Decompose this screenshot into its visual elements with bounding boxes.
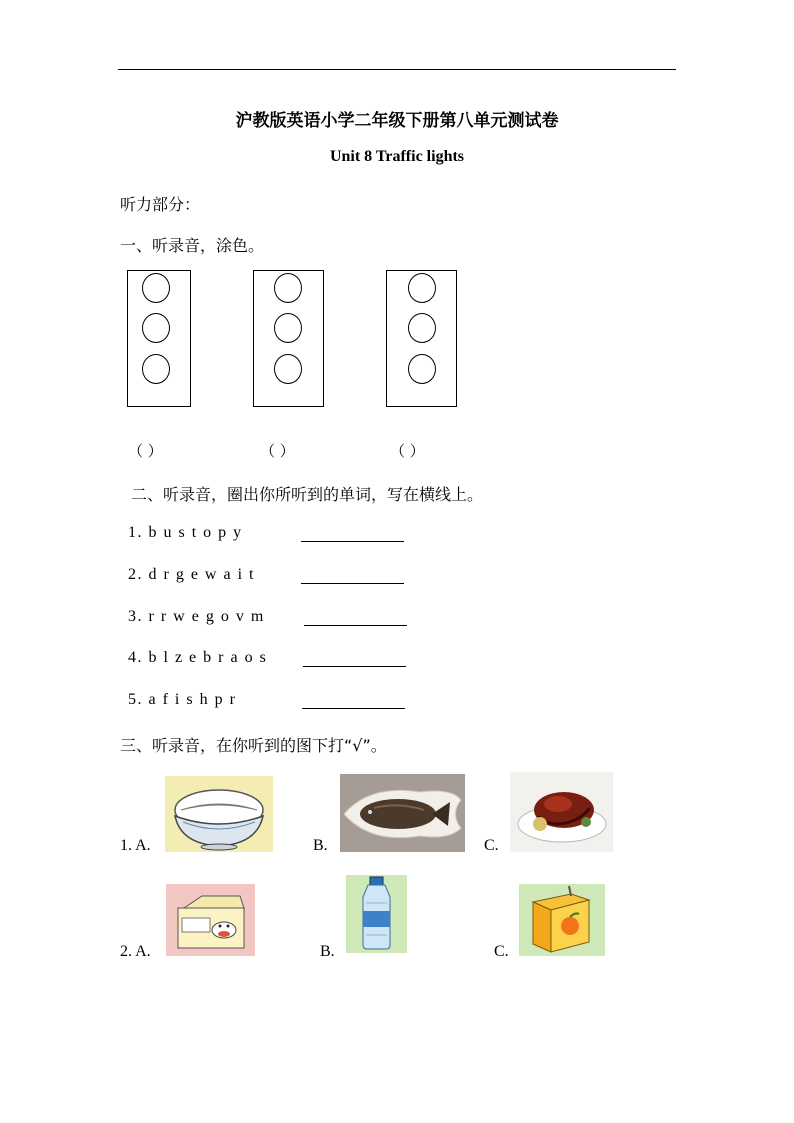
lamp-top[interactable] xyxy=(142,273,170,303)
answer-blank-3[interactable] xyxy=(304,625,407,626)
juice-box-image[interactable] xyxy=(519,884,605,956)
answer-paren-3[interactable]: （ ） xyxy=(390,442,425,460)
section-listening-label: 听力部分： xyxy=(120,195,201,214)
answer-blank-5[interactable] xyxy=(302,708,405,709)
word-item-4: 4. b l z e b r a o s xyxy=(128,649,268,666)
option-2a-label: 2. A. xyxy=(120,943,151,960)
water-bottle-image[interactable] xyxy=(346,875,407,953)
lamp-middle[interactable] xyxy=(408,313,436,343)
lamp-top[interactable] xyxy=(274,273,302,303)
fish-dish-image[interactable] xyxy=(340,774,465,852)
option-1a-label: 1. A. xyxy=(120,837,151,854)
option-2c-label: C. xyxy=(494,943,509,960)
option-1b-label: B. xyxy=(313,837,328,854)
option-1c-label: C. xyxy=(484,837,499,854)
answer-blank-4[interactable] xyxy=(303,666,406,667)
page-title: 沪教版英语小学二年级下册第八单元测试卷 xyxy=(235,111,559,131)
traffic-light-3[interactable] xyxy=(386,270,457,407)
word-item-1: 1. b u s t o p y xyxy=(128,524,243,541)
milk-carton-image[interactable] xyxy=(166,884,255,956)
traffic-light-1[interactable] xyxy=(127,270,191,407)
lamp-bottom[interactable] xyxy=(274,354,302,384)
rice-bowl-image[interactable] xyxy=(165,776,273,852)
lamp-bottom[interactable] xyxy=(142,354,170,384)
option-2b-label: B. xyxy=(320,943,335,960)
answer-paren-2[interactable]: （ ） xyxy=(260,442,295,460)
q1-instruction: 一、听录音，涂色。 xyxy=(120,236,265,255)
lamp-middle[interactable] xyxy=(142,313,170,343)
answer-blank-2[interactable] xyxy=(301,583,404,584)
lamp-middle[interactable] xyxy=(274,313,302,343)
answer-blank-1[interactable] xyxy=(301,541,404,542)
traffic-light-2[interactable] xyxy=(253,270,324,407)
q2-instruction: 二、听录音，圈出你所听到的单词，写在横线上。 xyxy=(131,485,484,504)
answer-paren-1[interactable]: （ ） xyxy=(128,442,163,460)
roast-chicken-image[interactable] xyxy=(510,772,613,852)
word-item-3: 3. r r w e g o v m xyxy=(128,608,265,625)
lamp-bottom[interactable] xyxy=(408,354,436,384)
word-item-5: 5. a f i s h p r xyxy=(128,691,237,708)
q3-instruction: 三、听录音，在你听到的图下打“√”。 xyxy=(120,736,387,755)
header-rule xyxy=(118,69,676,70)
lamp-top[interactable] xyxy=(408,273,436,303)
unit-title: Unit 8 Traffic lights xyxy=(329,148,465,165)
word-item-2: 2. d r g e w a i t xyxy=(128,566,255,583)
